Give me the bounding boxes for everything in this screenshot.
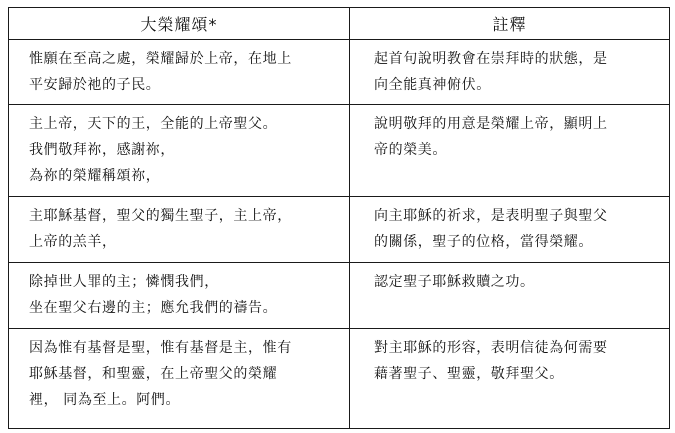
table-row: [9, 197, 670, 263]
note-line: 說明敬拜的用意是榮耀上帝，顯明上: [374, 116, 608, 132]
note-line: 向主耶穌的祈求，是表明聖子與聖父: [374, 208, 608, 224]
liturgy-line: 平安歸於祂的子民。: [29, 77, 161, 93]
note-cell: [350, 197, 670, 263]
note-cell: [350, 40, 670, 105]
table-row: [9, 105, 670, 197]
liturgy-text-cell: [9, 40, 350, 105]
liturgy-line: 除掉世人罪的主；憐憫我們，: [29, 274, 219, 290]
note-cell: [350, 329, 670, 429]
liturgy-line: 為祢的榮耀稱頌祢，: [29, 168, 161, 184]
header-row: [9, 8, 670, 40]
header-text: 大榮耀頌*: [9, 8, 350, 40]
liturgy-text-cell: [9, 105, 350, 197]
note-cell: [350, 105, 670, 197]
note-line: 藉著聖子、聖靈，敬拜聖父。: [374, 366, 564, 382]
header-notes: 註釋: [350, 8, 670, 40]
liturgy-line: 坐在聖父右邊的主；應允我們的禱告。: [29, 300, 278, 316]
liturgy-text-cell: [9, 329, 350, 429]
liturgy-line: 主上帝，天下的王，全能的上帝聖父。: [29, 116, 278, 132]
note-line: 對主耶穌的形容，表明信徒為何需要: [374, 340, 608, 356]
liturgy-text-cell: [9, 197, 350, 263]
table-row: [9, 329, 670, 429]
liturgy-line: 惟願在至高之處，榮耀歸於上帝，在地上: [29, 51, 292, 67]
liturgy-line: 我們敬拜祢，感謝祢，: [29, 142, 175, 158]
liturgy-line: 耶穌基督，和聖靈，在上帝聖父的榮耀: [29, 366, 278, 382]
note-line: 帝的榮美。: [374, 142, 447, 158]
table-row: [9, 40, 670, 105]
liturgy-text-cell: [9, 263, 350, 329]
liturgy-line: 因為惟有基督是聖，惟有基督是主，惟有: [29, 340, 292, 356]
liturgy-line: 上帝的羔羊，: [29, 234, 117, 250]
liturgy-line: 裡， 同為至上。阿們。: [29, 392, 181, 408]
gloria-table: [8, 7, 670, 429]
table-row: [9, 263, 670, 329]
note-line: 認定聖子耶穌救贖之功。: [374, 274, 535, 290]
note-line: 向全能真神俯伏。: [374, 77, 491, 93]
liturgy-line: 主耶穌基督，聖父的獨生聖子，主上帝，: [29, 208, 292, 224]
note-line: 起首句說明教會在崇拜時的狀態，是: [374, 51, 608, 67]
note-line: 的關係，聖子的位格，當得榮耀。: [374, 234, 593, 250]
note-cell: [350, 263, 670, 329]
